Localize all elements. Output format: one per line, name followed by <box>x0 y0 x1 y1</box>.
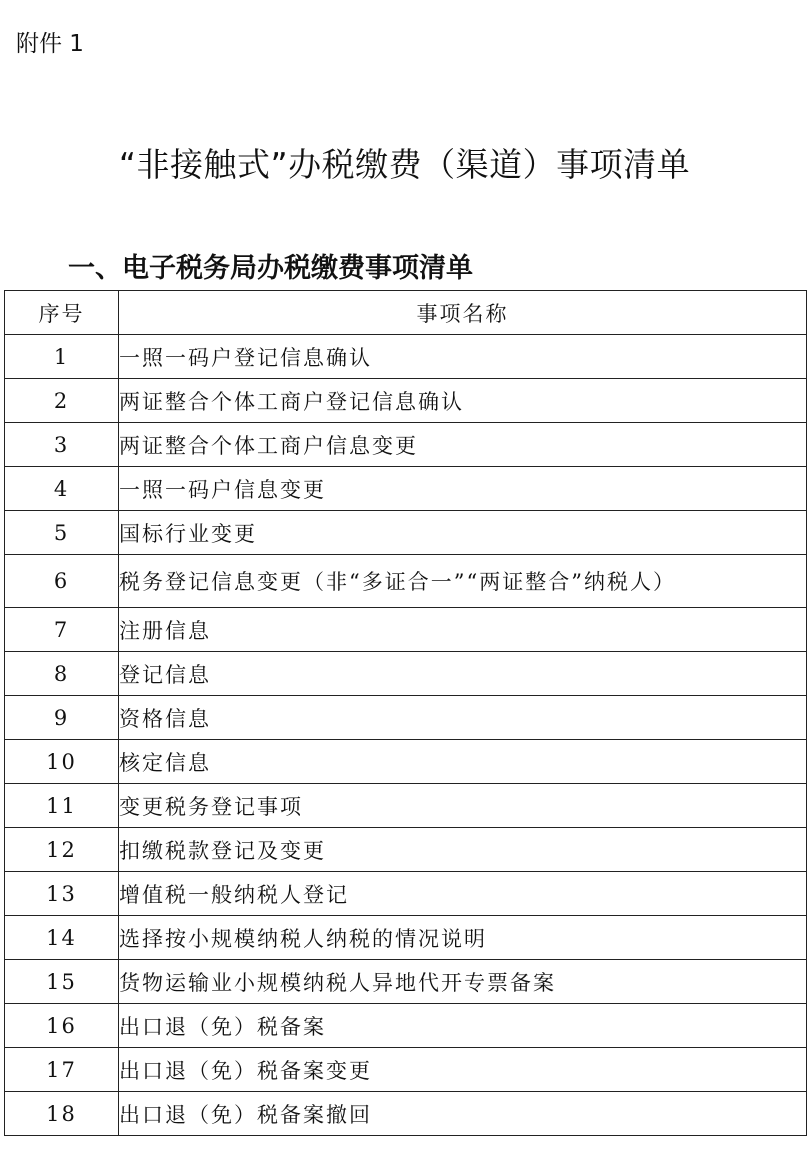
row-number: 2 <box>5 379 119 423</box>
table-row <box>5 872 807 916</box>
row-item-name: 货物运输业小规模纳税人异地代开专票备案 <box>119 960 807 1004</box>
table-row <box>5 784 807 828</box>
row-item-name: 出口退（免）税备案变更 <box>119 1048 807 1092</box>
row-number: 3 <box>5 423 119 467</box>
document-title: “非接触式”办税缴费（渠道）事项清单 <box>118 145 691 184</box>
table-row <box>5 652 807 696</box>
row-number: 18 <box>5 1092 119 1136</box>
row-number: 6 <box>5 555 119 608</box>
table-row <box>5 1092 807 1136</box>
section-heading: 一、电子税务局办税缴费事项清单 <box>68 253 473 284</box>
row-number: 15 <box>5 960 119 1004</box>
row-number: 1 <box>5 335 119 379</box>
row-number: 14 <box>5 916 119 960</box>
table-row <box>5 696 807 740</box>
table-row <box>5 608 807 652</box>
table-row <box>5 511 807 555</box>
column-header-name: 事项名称 <box>119 291 807 335</box>
row-item-name: 两证整合个体工商户登记信息确认 <box>119 379 807 423</box>
row-number: 9 <box>5 696 119 740</box>
row-number: 13 <box>5 872 119 916</box>
column-header-no: 序号 <box>5 291 119 335</box>
row-item-name: 登记信息 <box>119 652 807 696</box>
table-row <box>5 467 807 511</box>
row-item-name: 两证整合个体工商户信息变更 <box>119 423 807 467</box>
row-item-name: 国标行业变更 <box>119 511 807 555</box>
row-item-name: 一照一码户登记信息确认 <box>119 335 807 379</box>
row-number: 16 <box>5 1004 119 1048</box>
row-item-name: 增值税一般纳税人登记 <box>119 872 807 916</box>
table-row <box>5 379 807 423</box>
row-item-name: 税务登记信息变更（非“多证合一”“两证整合”纳税人） <box>119 555 807 608</box>
attachment-label: 附件 1 <box>16 31 84 57</box>
row-item-name: 出口退（免）税备案撤回 <box>119 1092 807 1136</box>
table-row <box>5 423 807 467</box>
table-row <box>5 740 807 784</box>
row-item-name: 一照一码户信息变更 <box>119 467 807 511</box>
table-row <box>5 916 807 960</box>
row-number: 7 <box>5 608 119 652</box>
row-item-name: 变更税务登记事项 <box>119 784 807 828</box>
row-number: 5 <box>5 511 119 555</box>
row-item-name: 选择按小规模纳税人纳税的情况说明 <box>119 916 807 960</box>
row-item-name: 扣缴税款登记及变更 <box>119 828 807 872</box>
row-item-name: 注册信息 <box>119 608 807 652</box>
row-number: 4 <box>5 467 119 511</box>
row-number: 11 <box>5 784 119 828</box>
row-number: 17 <box>5 1048 119 1092</box>
row-item-name: 出口退（免）税备案 <box>119 1004 807 1048</box>
table-row <box>5 1004 807 1048</box>
row-item-name: 核定信息 <box>119 740 807 784</box>
row-number: 8 <box>5 652 119 696</box>
table-row <box>5 335 807 379</box>
row-item-name: 资格信息 <box>119 696 807 740</box>
table-row <box>5 960 807 1004</box>
table-row <box>5 555 807 608</box>
table-header-row <box>5 291 807 335</box>
table-row <box>5 1048 807 1092</box>
row-number: 12 <box>5 828 119 872</box>
items-table <box>4 290 807 1136</box>
row-number: 10 <box>5 740 119 784</box>
table-row <box>5 828 807 872</box>
